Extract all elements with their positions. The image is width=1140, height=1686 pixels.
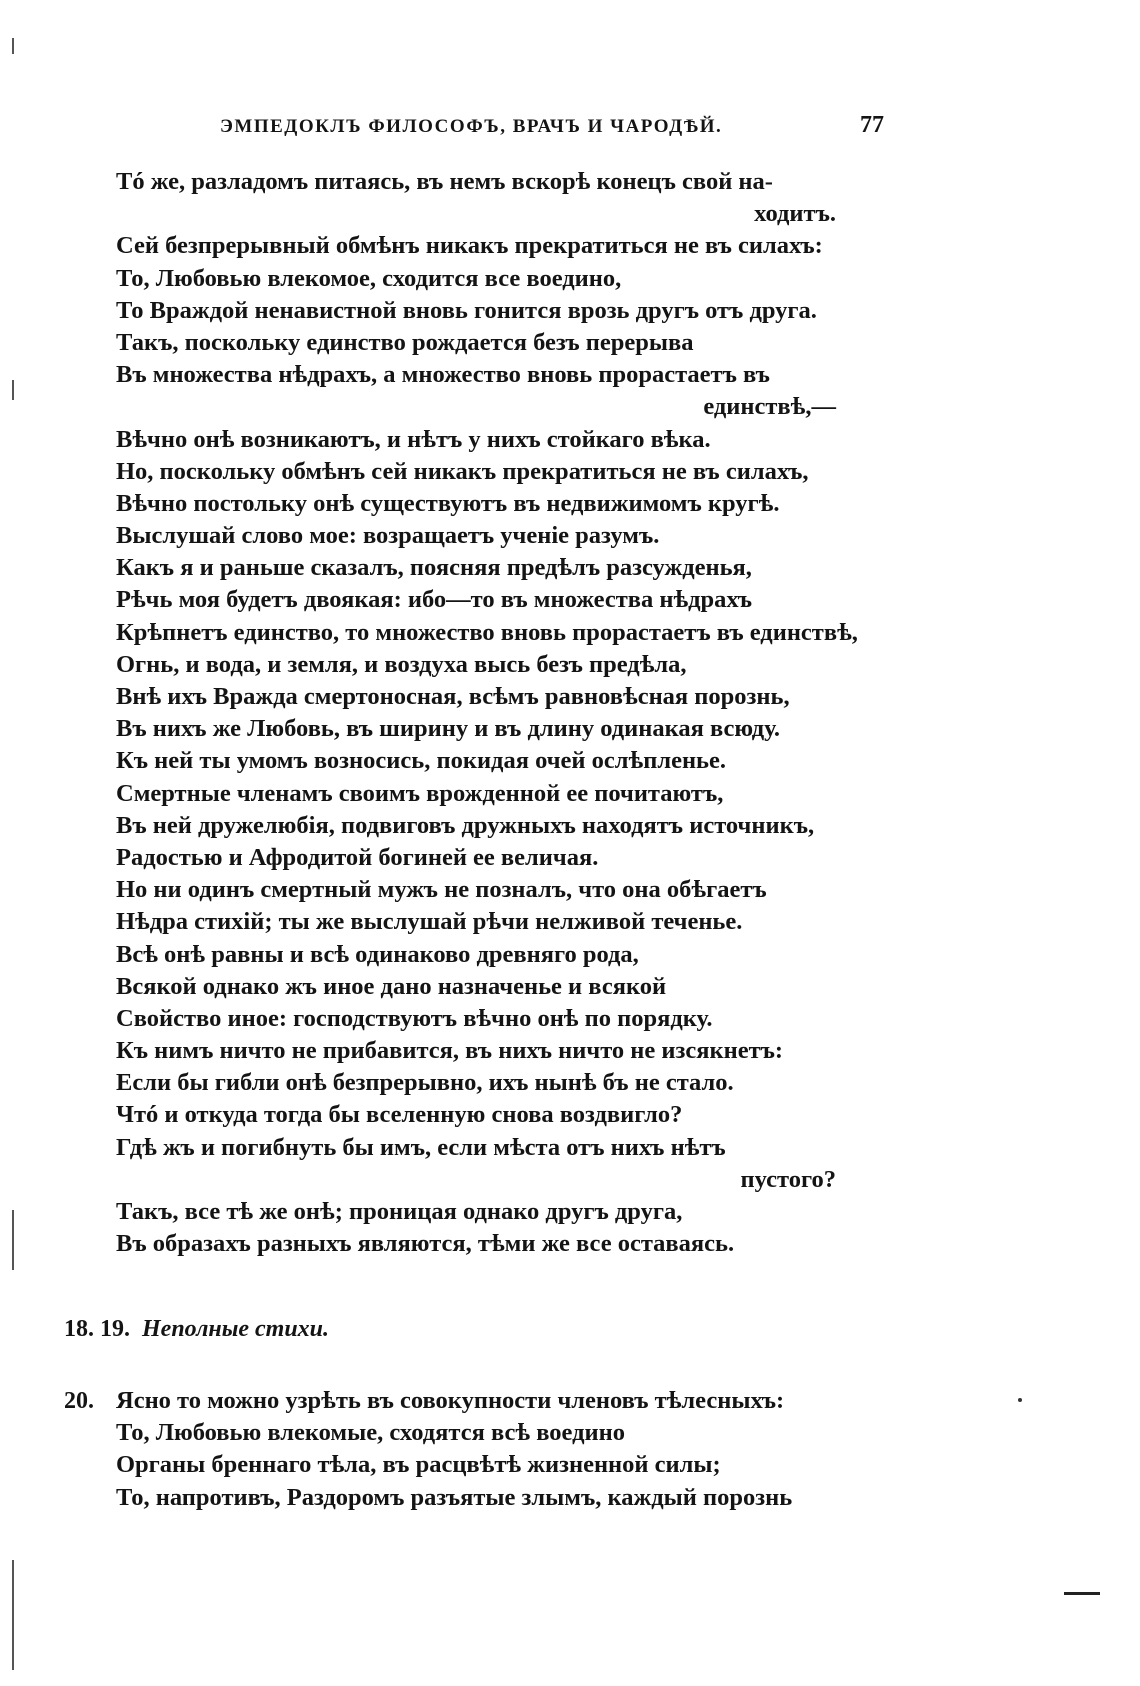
verse-line: Ясно то можно узрѣть въ совокупности членовъ тѣлесныхъ: <box>116 1387 785 1414</box>
verse-line: Въ множества нѣдрахъ, а множество вновь прорастаетъ въ <box>116 361 770 389</box>
verse-line: Гдѣ жъ и погибнуть бы имъ, если мѣста отъ нихъ нѣтъ <box>116 1133 726 1161</box>
running-title: ЭМПЕДОКЛЪ ФИЛОСОФЪ, ВРАЧЪ И ЧАРОДѢЙ. <box>220 116 723 137</box>
scan-margin-mark <box>1064 1592 1100 1595</box>
fragment-heading <box>64 1316 329 1343</box>
verse-line: Вѣчно постольку онѣ существуютъ въ недвижимомъ кругѣ. <box>116 489 780 517</box>
verse-line: Такъ, все тѣ же онѣ; проницая однако другъ друга, <box>116 1198 683 1225</box>
verse-line-continuation: ходитъ. <box>754 200 836 228</box>
verse-line: Въ образахъ разныхъ являются, тѣми же все оставаясь. <box>116 1230 735 1258</box>
fragment-label: Неполные стихи. <box>142 1316 330 1342</box>
verse-line: Но ни одинъ смертный мужъ не позналъ, что она обѣгаетъ <box>116 876 767 904</box>
page-number: 77 <box>860 112 884 138</box>
verse-line: Вѣчно онѣ возникаютъ, и нѣтъ у нихъ стойкаго вѣка. <box>116 425 711 453</box>
scan-margin-mark <box>12 380 14 400</box>
verse-line: Огнь, и вода, и земля, и воздуха высь безъ предѣла, <box>116 650 687 678</box>
verse-line: То, Любовью влекомое, сходится все воедино, <box>116 264 622 292</box>
verse-line: То Враждой ненавистной вновь гонится врозь другъ отъ друга. <box>116 296 817 324</box>
verse-line: Но, поскольку обмѣнъ сей никакъ прекратиться не въ силахъ, <box>116 457 809 485</box>
verse-line: То, напротивъ, Раздоромъ разъятые злымъ, каждый порознь <box>116 1483 793 1511</box>
verse-line: Сей безпрерывный обмѣнъ никакъ прекратиться не въ силахъ: <box>116 232 823 260</box>
verse-line: Смертные членамъ своимъ врожденной ее почитаютъ, <box>116 779 724 807</box>
scan-speck <box>1018 1398 1022 1402</box>
scan-margin-mark <box>12 1560 14 1670</box>
verse-line: Рѣчь моя будетъ двоякая: ибо—то въ множества нѣдрахъ <box>116 586 753 614</box>
verse-line-continuation: единствѣ,— <box>703 393 836 421</box>
verse-block <box>116 1385 884 1514</box>
verse-line: Къ нимъ ничто не прибавится, въ нихъ ничто не изсякнетъ: <box>116 1037 784 1065</box>
verse-line: Если бы гибли онѣ безпрерывно, ихъ нынѣ бъ не стало. <box>116 1069 734 1097</box>
verse-line-continuation: пустого? <box>740 1165 836 1193</box>
verse-line: Крѣпнетъ единство, то множество вновь прорастаетъ въ единствѣ, <box>116 618 858 646</box>
verse-line: Въ ней дружелюбія, подвиговъ дружныхъ находятъ источникъ, <box>116 811 815 839</box>
verse-line: Органы бреннаго тѣла, въ расцвѣтѣ жизненной силы; <box>116 1451 721 1479</box>
verse-line: Нѣдра стихій; ты же выслушай рѣчи нелживой теченье. <box>116 908 743 936</box>
verse-block <box>116 166 884 1260</box>
verse-line: Въ нихъ же Любовь, въ ширину и въ длину одинакая всюду. <box>116 715 781 743</box>
fragment-number: 20. <box>64 1388 94 1414</box>
verse-line: Всякой однако жъ иное дано назначенье и всякой <box>116 972 667 1000</box>
verse-line: Выслушай слово мое: возращаетъ ученіе разумъ. <box>116 522 660 550</box>
verse-line: Тó же, разладомъ питаясь, въ немъ вскорѣ конецъ свой на- <box>116 168 773 195</box>
verse-line: Къ ней ты умомъ возносись, покидая очей ослѣпленье. <box>116 747 727 775</box>
verse-line: Чтó и откуда тогда бы вселенную снова воздвигло? <box>116 1101 683 1129</box>
verse-line: Радостью и Афродитой богиней ее величая. <box>116 843 599 871</box>
verse-line: Такъ, поскольку единство рождается безъ перерыва <box>116 328 694 356</box>
verse-line: Внѣ ихъ Вражда смертоносная, всѣмъ равновѣсная порознь, <box>116 683 790 710</box>
scan-margin-mark <box>12 1210 14 1270</box>
verse-line: Какъ я и раньше сказалъ, поясняя предѣлъ разсужденья, <box>116 554 752 582</box>
scan-margin-mark <box>12 38 14 54</box>
fragment-number: 18. 19. <box>64 1316 130 1342</box>
verse-line: Свойство иное: господствуютъ вѣчно онѣ по порядку. <box>116 1004 713 1032</box>
verse-line: То, Любовью влекомые, сходятся всѣ воедино <box>116 1419 625 1447</box>
verse-line: Всѣ онѣ равны и всѣ одинаково древняго рода, <box>116 940 639 968</box>
running-head <box>220 112 884 142</box>
